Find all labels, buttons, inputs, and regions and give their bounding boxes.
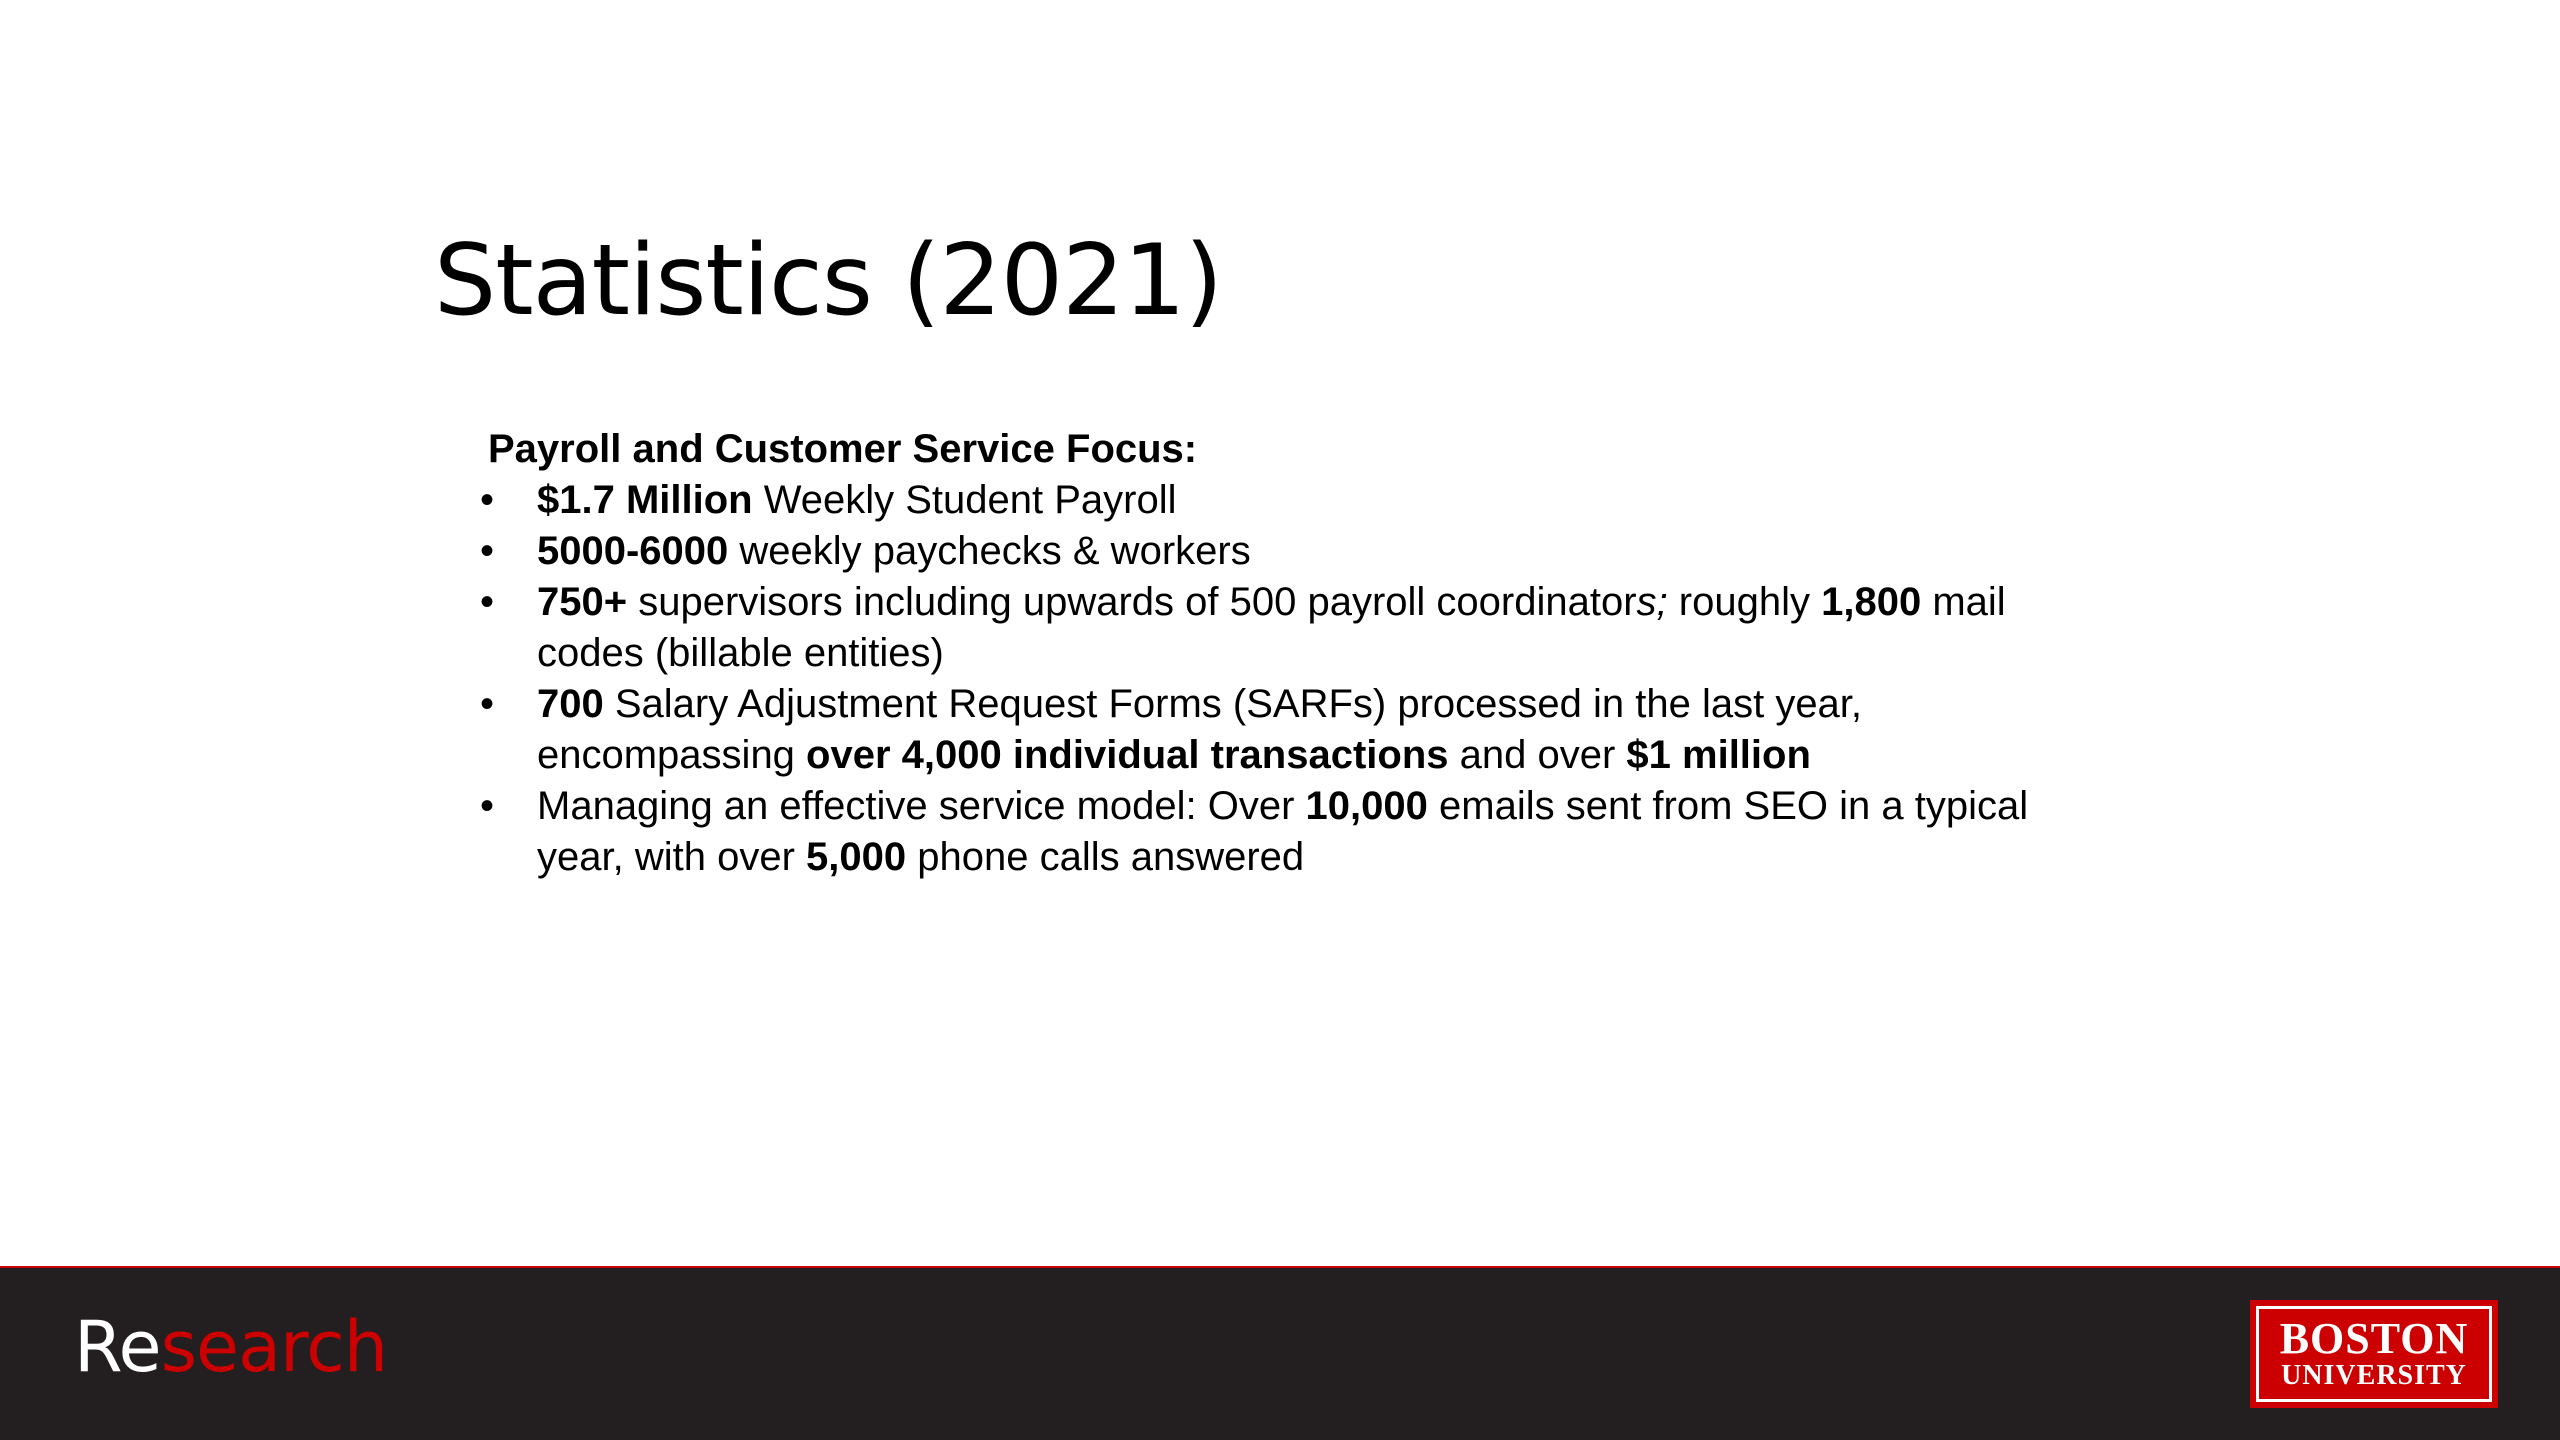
- section-heading: Payroll and Customer Service Focus:: [488, 427, 1198, 471]
- slide-body: [480, 424, 2040, 883]
- logo-line-boston: BOSTON: [2279, 1314, 2469, 1363]
- bullet-item: [480, 679, 2040, 781]
- slide-title: Statistics (2021): [434, 224, 1223, 338]
- bullet-dot: •: [480, 682, 495, 726]
- bullet-text-segment: mail codes (billable entities): [537, 580, 2006, 675]
- bullet-dot: •: [480, 529, 495, 573]
- footer-bar: [0, 1266, 2560, 1440]
- bullet-text-segment: 750+: [537, 580, 628, 624]
- bullet-text-segment: phone calls answered: [906, 835, 1305, 879]
- bullet-text-segment: roughly: [1667, 580, 1822, 624]
- bullet-text-segment: over 4,000 individual transactions: [806, 733, 1449, 777]
- bullet-text-segment: 1,800: [1821, 580, 1922, 624]
- bullet-list: [480, 475, 2040, 883]
- bullet-dot: •: [480, 478, 495, 522]
- bullet-text-segment: 5,000: [806, 835, 907, 879]
- bullet-text-segment: 700: [537, 682, 604, 726]
- wordmark-white-part: Re: [74, 1306, 161, 1388]
- boston-university-logo: [2250, 1300, 2498, 1408]
- bullet-text-segment: emails sent from SEO in a typical year, with over: [537, 784, 2029, 879]
- bullet-text-segment: 10,000: [1305, 784, 1428, 828]
- bullet-text-segment: Salary Adjustment Request Forms (SARFs) processed in the last year, encompassing: [537, 682, 1863, 777]
- bullet-text-segment: supervisors including upwards of 500 payroll coordinator: [627, 580, 1637, 624]
- bullet-item: [480, 781, 2040, 883]
- bullet-dot: •: [480, 784, 495, 828]
- bullet-dot: •: [480, 580, 495, 624]
- bullet-text-segment: Managing an effective service model: Over: [537, 784, 1306, 828]
- bullet-text-segment: $1 million: [1626, 733, 1811, 777]
- bullet-text-segment: and over: [1448, 733, 1627, 777]
- bullet-text-segment: weekly paychecks & workers: [728, 529, 1251, 573]
- bullet-text-segment: $1.7 Million: [537, 478, 753, 522]
- bullet-text-segment: 5000-6000: [537, 529, 729, 573]
- bullet-item: [480, 475, 2040, 526]
- bullet-item: [480, 577, 2040, 679]
- logo-line-university: UNIVERSITY: [2281, 1360, 2467, 1391]
- wordmark-red-part: search: [160, 1306, 388, 1388]
- bullet-text-segment: Weekly Student Payroll: [752, 478, 1177, 522]
- research-wordmark: [74, 1306, 387, 1388]
- bullet-item: [480, 526, 2040, 577]
- bullet-text-segment: s;: [1636, 580, 1668, 624]
